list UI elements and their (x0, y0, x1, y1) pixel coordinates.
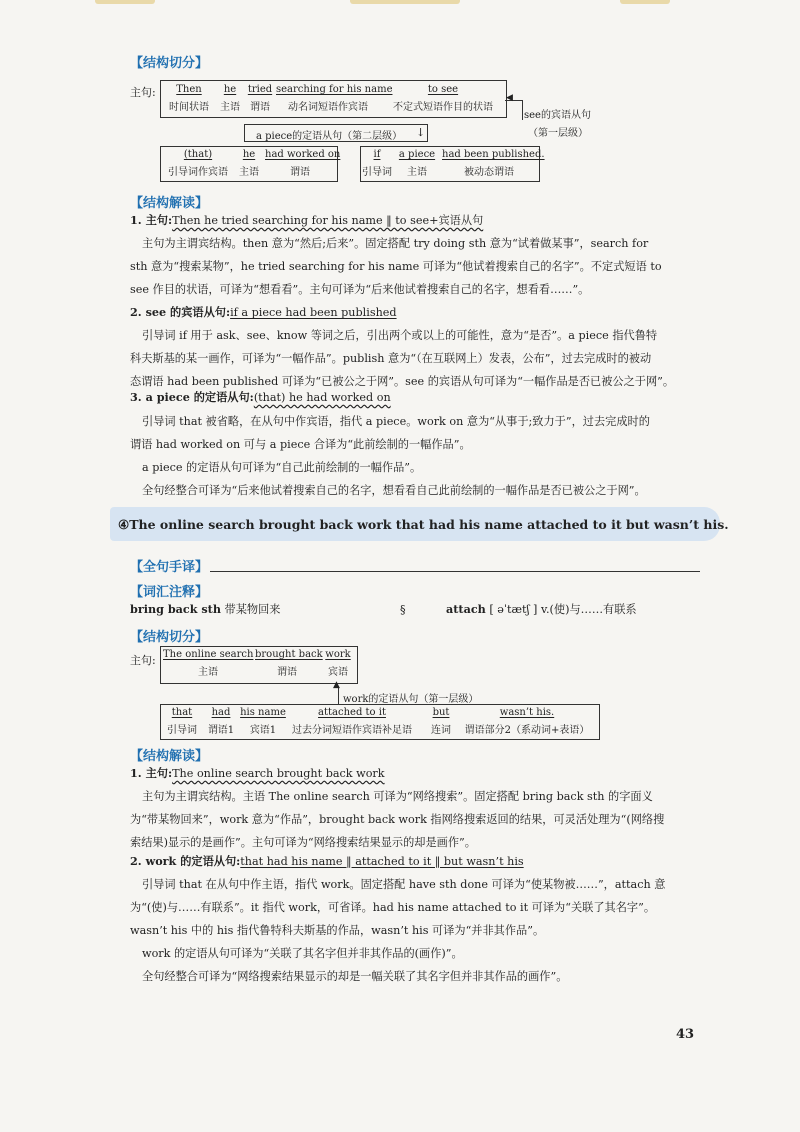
attr-label: a piece的定语从句（第二层级） (256, 131, 403, 142)
paragraph-line: sth 意为“搜索某物”，he tried searching for his name 可译为“他试着搜索自己的名字”。不定式短语 to (130, 260, 662, 273)
top-decoration (95, 0, 155, 4)
clause-cell: that 引导词 (167, 707, 197, 736)
level-label: （第一层级） (528, 128, 588, 139)
paragraph-line: a piece 的定语从句可译为“自己此前绘制的一幅作品”。 (142, 461, 422, 474)
structure-cut-heading-2: 【结构切分】 (130, 630, 209, 645)
paragraph-line: 主句为主谓宾结构。主语 The online search 可译为“网络搜索”。固定搭配 bring back sth 的字面义 (142, 790, 653, 803)
clause-cell: wasn’t his. 谓语部分2（系动词+表语） (464, 707, 590, 736)
clause-cell: he 主语 (239, 149, 259, 178)
paragraph-line: wasn’t his 中的 his 指代鲁特科夫斯基的作品，wasn’t his 可译为“并非其作品”。 (130, 924, 545, 937)
arrow-head-icon: ◀ (506, 93, 513, 103)
clause-cell: attached to it 过去分词短语作宾语补足语 (292, 707, 412, 736)
page-number: 43 (676, 1027, 695, 1042)
translation-blank-line (210, 571, 700, 572)
paragraph-line: 全句经整合可译为“后来他试着搜索自己的名字，想看看自己此前绘制的一幅作品是否已被公之于网”。 (142, 484, 646, 497)
paragraph-line: 索结果)显示的是画作”。主句可译为“网络搜索结果显示的却是画作”。 (130, 836, 476, 849)
main-clause-label: 主句: (130, 86, 156, 99)
analysis-point-2: 2. see 的宾语从句:if a piece had been published (130, 305, 397, 319)
paragraph-line: 态谓语 had been published 可译为“已被公之于网”。see 的宾语从句可译为“一幅作品是否已被公之于网”。 (130, 375, 675, 388)
vocab-item-1: bring back sth 带某物回来 (130, 602, 281, 616)
paragraph-line: 谓语 had worked on 可与 a piece 合译为“此前绘制的一幅作品”。 (130, 438, 471, 451)
clause-cell: had been published. 被动态谓语 (442, 149, 545, 178)
structure-cut-heading: 【结构切分】 (130, 56, 209, 71)
up-arrow-icon: ▲ (333, 680, 340, 690)
structure-analysis-heading-2: 【结构解读】 (130, 749, 209, 764)
clause-cell: work 宾语 (325, 649, 351, 678)
analysis-point-2b: 2. work 的定语从句:that had his name ‖ attached to it ‖ but wasn’t his (130, 854, 524, 868)
paragraph-line: see 作目的状语，可译为“想看看”。主句可译为“后来他试着搜索自己的名字，想看看……”。 (130, 283, 590, 296)
vocab-separator-icon: § (400, 603, 406, 616)
paragraph-line: 为“带某物回来”，work 意为“作品”，brought back work 指网络搜索返回的结果，可灵活处理为“(网络搜 (130, 813, 665, 826)
clause-cell: a piece 主语 (398, 149, 436, 178)
clause-cell: his name 宾语1 (240, 707, 286, 736)
clause-cell: tried 谓语 (247, 84, 273, 113)
top-decoration (620, 0, 670, 4)
paragraph-line: 科夫斯基的某一画作，可译为“一幅作品”。publish 意为“（在互联网上）发表，公布”，过去完成时的被动 (130, 352, 652, 365)
analysis-point-3: 3. a piece 的定语从句:(that) he had worked on (130, 390, 391, 404)
paragraph-line: 为“(使)与……有联系”。it 指代 work，可省译。had his name attached to it 可译为“关联了其名字”。 (130, 901, 656, 914)
top-decoration (350, 0, 460, 4)
clause-cell: The online search 主语 (163, 649, 254, 678)
clause-cell: had 谓语1 (207, 707, 235, 736)
clause-cell: Then 时间状语 (169, 84, 209, 113)
clause-cell: (that) 引导词作宾语 (168, 149, 228, 178)
analysis-point-1: 1. 主句:Then he tried searching for his name ‖ to see+宾语从句 (130, 213, 484, 227)
paragraph-line: work 的定语从句可译为“关联了其名字但并非其作品的(画作)”。 (142, 947, 463, 960)
paragraph-line: 引导词 that 被省略，在从句中作宾语，指代 a piece。work on 意为“从事于;致力于”，过去完成时的 (142, 415, 650, 428)
sentence-4: ④The online search brought back work that had his name attached to it but wasn’t his. (118, 517, 729, 532)
paragraph-line: 引导词 if 用于 ask、see、know 等词之后，引出两个或以上的可能性，意为“是否”。a piece 指代鲁特 (142, 329, 658, 342)
paragraph-line: 主句为主谓宾结构。then 意为“然后;后来”。固定搭配 try doing sth 意为“试着做某事”，search for (142, 237, 649, 250)
paragraph-line: 引导词 that 在从句中作主语，指代 work。固定搭配 have sth done 可译为“使某物被……”，attach 意 (142, 878, 666, 891)
clause-cell: to see 不定式短语作目的状语 (393, 84, 493, 113)
down-arrow-icon: ↓ (416, 126, 426, 139)
paragraph-line: 全句经整合可译为“网络搜索结果显示的却是一幅关联了其名字但并非其作品的画作”。 (142, 970, 568, 983)
vocab-heading: 【词汇注释】 (130, 585, 209, 600)
clause-cell: searching for his name 动名词短语作宾语 (276, 84, 393, 113)
clause-cell: he 主语 (220, 84, 240, 113)
analysis-point-1b: 1. 主句:The online search brought back work (130, 766, 385, 780)
clause-cell: if 引导词 (362, 149, 392, 178)
structure-analysis-heading: 【结构解读】 (130, 196, 209, 211)
arrow-line (522, 100, 523, 120)
main-clause-label-2: 主句: (130, 654, 156, 667)
vocab-item-2: attach [ əˈtætʃ ] v.(使)与……有联系 (446, 602, 637, 616)
clause-cell: had worked on 谓语 (265, 149, 341, 178)
clause-cell: brought back 谓语 (255, 649, 323, 678)
translation-heading: 【全句手译】 (130, 560, 209, 575)
see-object-label: see的宾语从句 (524, 110, 591, 121)
work-attr-label: work的定语从句（第一层级） (343, 694, 479, 705)
clause-cell: but 连词 (431, 707, 451, 736)
